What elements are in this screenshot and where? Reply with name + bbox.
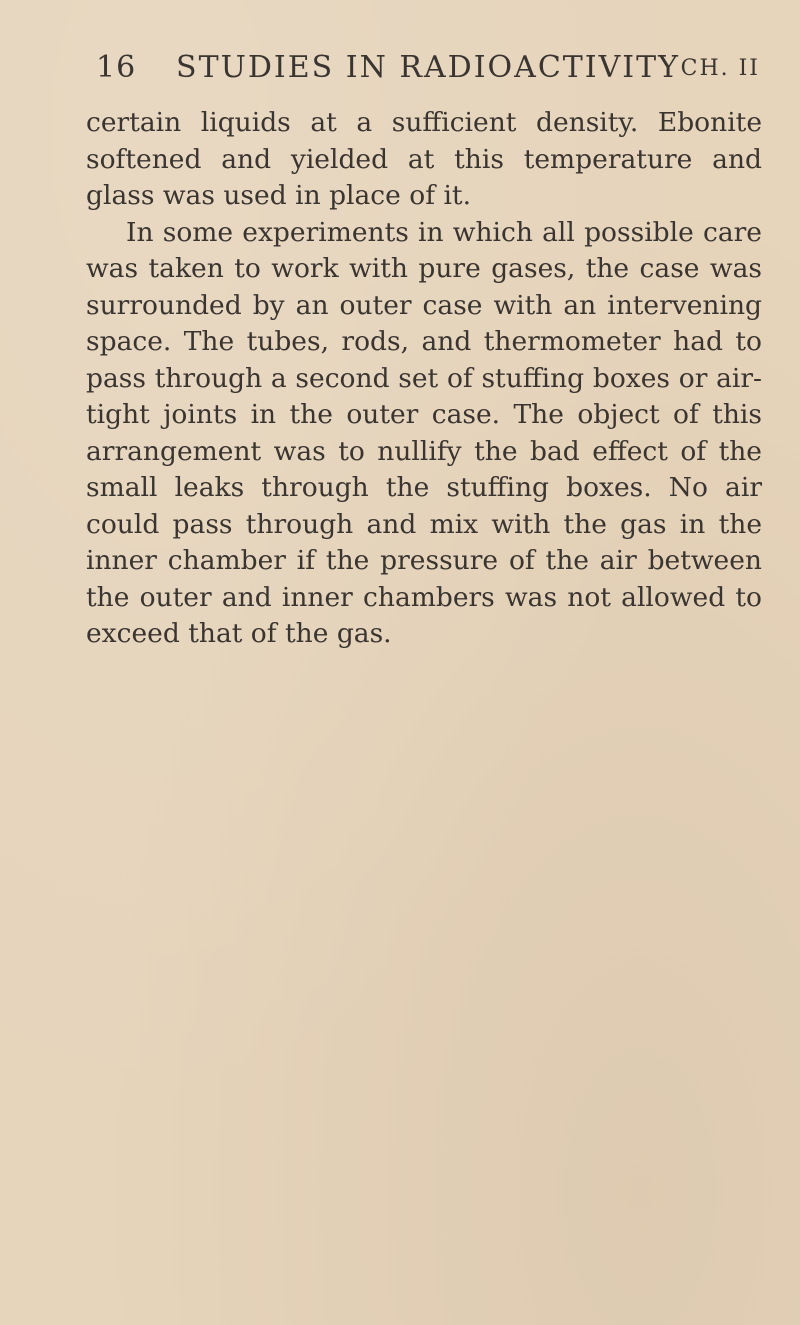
body-text xyxy=(86,105,762,653)
running-head xyxy=(96,50,760,96)
page-number: 16 xyxy=(96,50,137,85)
paragraph-continuation: certain liquids at a sufficient density. Ebonite softened and yielded at this temperature and glass was used in place of it. xyxy=(86,107,762,211)
running-title: STUDIES IN RADIOACTIVITY xyxy=(176,50,680,85)
chapter-marker: CH. II xyxy=(680,56,760,81)
paragraph: In some experiments in which all possible care was taken to work with pure gases, the case was surrounded by an outer case with an intervening space. The tubes, rods, and thermometer had to pass through a second set of stuffing boxes or air-tight joints in the outer case. The object of this arrangement was to nullify the bad effect of the small leaks through the stuffing boxes. No air could pass through and mix with the gas in the inner chamber if the pressure of the air between the outer and inner chambers was not allowed to exceed that of the gas. xyxy=(86,216,762,649)
